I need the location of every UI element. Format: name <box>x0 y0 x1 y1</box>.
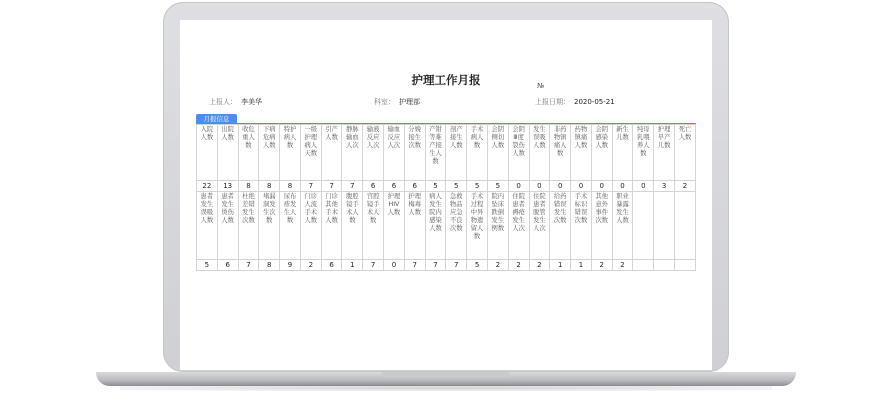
column-header-label: 收危重人数 <box>242 126 255 149</box>
column-header <box>487 125 508 181</box>
column-header-label: 院内坠床跌倒发生例数 <box>491 193 505 232</box>
cell-value: 5 <box>467 181 488 192</box>
column-header <box>446 192 467 260</box>
cell-value: 3 <box>654 181 675 192</box>
cell-value: 6 <box>384 181 405 192</box>
column-header <box>446 125 467 181</box>
laptop-screen <box>180 20 712 370</box>
column-header <box>259 125 280 181</box>
cell-value: 2 <box>591 260 612 271</box>
cell-value: 7 <box>363 260 384 271</box>
department-value: 护理部 <box>399 98 420 106</box>
column-header <box>529 125 550 181</box>
column-header-label: 会阴侧切人数 <box>491 126 505 149</box>
column-header <box>550 125 571 181</box>
column-header <box>674 125 695 181</box>
reporter-label: 上报人： <box>209 98 237 106</box>
department-label: 科室： <box>374 98 395 106</box>
column-header <box>217 125 238 181</box>
tab-monthly-info[interactable]: 月报信息 <box>196 114 237 124</box>
cell-value: 5 <box>467 260 488 271</box>
column-header <box>404 125 425 181</box>
cell-value: 6 <box>321 260 342 271</box>
column-header-label: 门诊人流手术人数 <box>304 193 318 224</box>
cell-value: 5 <box>487 181 508 192</box>
column-header-label: 杜绝差错发生次数 <box>242 193 255 224</box>
column-header <box>425 192 446 260</box>
report-date-value: 2020-05-21 <box>574 98 615 106</box>
column-header-label: 堵漏洞发生次数 <box>262 193 276 224</box>
column-header <box>612 192 633 260</box>
cell-value <box>633 260 654 271</box>
cell-value: 13 <box>217 181 238 192</box>
column-header <box>633 125 654 181</box>
cell-value: 2 <box>612 260 633 271</box>
column-header-label: 静脉输血人次 <box>346 126 359 149</box>
column-header <box>654 192 675 260</box>
cell-value: 8 <box>259 181 280 192</box>
cell-value: 0 <box>633 181 654 192</box>
report-date-field <box>535 97 615 107</box>
cell-value: 0 <box>550 181 571 192</box>
column-header-label: 纯母乳喂养人数 <box>637 126 650 157</box>
cell-value: 7 <box>321 181 342 192</box>
cell-value: 22 <box>197 181 218 192</box>
reporter-value: 李美华 <box>241 98 262 106</box>
column-header <box>300 192 321 260</box>
column-header <box>197 192 218 260</box>
column-header-label: 引产人数 <box>325 126 338 141</box>
column-header-label: 护理早产儿数 <box>657 126 671 149</box>
column-header <box>571 125 592 181</box>
cell-value: 5 <box>425 181 446 192</box>
laptop-shadow <box>120 385 772 391</box>
column-header <box>467 125 488 181</box>
cell-value: 0 <box>612 181 633 192</box>
column-header-label: 出院人数 <box>221 126 234 141</box>
column-header <box>487 192 508 260</box>
page-title: 护理工作月报 <box>411 73 481 87</box>
column-header-label: 入院人数 <box>200 126 214 141</box>
column-header-label: 急救物品应急不良次数 <box>449 193 463 232</box>
column-header <box>342 192 363 260</box>
column-header-label: 输血反应人次 <box>387 126 401 149</box>
column-header-label: 剖产接生人数 <box>449 126 463 149</box>
column-header <box>300 125 321 181</box>
column-header-label: 护理HIV人数 <box>387 193 401 216</box>
cell-value: 8 <box>280 181 301 192</box>
column-header <box>529 192 550 260</box>
value-row-2 <box>197 260 696 271</box>
column-header <box>612 125 633 181</box>
column-header <box>238 192 259 260</box>
column-header-label: 患者发生烫伤人数 <box>221 193 234 224</box>
column-header <box>363 192 384 260</box>
column-header <box>404 192 425 260</box>
column-header-label: 死亡人数 <box>678 126 692 141</box>
column-header-label: 输液反应人次 <box>366 126 380 149</box>
cell-value: 6 <box>363 181 384 192</box>
cell-value: 2 <box>674 181 695 192</box>
column-header-label: 住院患者脱管发生人次 <box>533 193 546 232</box>
cell-value: 7 <box>425 260 446 271</box>
cell-value: 7 <box>342 181 363 192</box>
column-header-label: 手术病人数 <box>470 126 484 149</box>
column-header-label: 非药物镇痛人数 <box>553 126 567 157</box>
column-header-label: 下病危病人数 <box>262 126 276 149</box>
column-header-label: 其他意外事件次数 <box>595 193 609 224</box>
cell-value: 0 <box>384 260 405 271</box>
cell-value: 8 <box>259 260 280 271</box>
cell-value: 7 <box>446 260 467 271</box>
cell-value: 2 <box>529 260 550 271</box>
column-header-label: 新生儿数 <box>616 126 629 141</box>
value-row-1 <box>197 181 696 192</box>
cell-value: 9 <box>280 260 301 271</box>
column-header <box>674 192 695 260</box>
column-header-label: 腹腔镜手术人数 <box>346 193 359 224</box>
column-header <box>384 125 405 181</box>
report-number-label: № <box>537 82 545 90</box>
column-header <box>342 125 363 181</box>
cell-value: 2 <box>487 260 508 271</box>
column-header <box>425 125 446 181</box>
column-header-label: 住院患者褥疮发生人次 <box>512 193 525 232</box>
column-header-label: 产钳等难产接生人数 <box>429 126 442 165</box>
column-header <box>363 125 384 181</box>
column-header <box>217 192 238 260</box>
column-header <box>591 125 612 181</box>
reporter-field <box>209 97 262 107</box>
laptop-notch <box>382 372 510 378</box>
cell-value: 7 <box>238 260 259 271</box>
cell-value: 0 <box>591 181 612 192</box>
column-header-label: 会阴Ⅲ度裂伤人数 <box>512 126 525 157</box>
column-header <box>238 125 259 181</box>
column-header <box>633 192 654 260</box>
column-header-label: 病人发生院内感染人数 <box>429 193 442 232</box>
report-date-label: 上报日期： <box>535 98 570 106</box>
column-header-label: 一级护理病人天数 <box>304 126 318 157</box>
column-header <box>591 192 612 260</box>
cell-value <box>654 260 675 271</box>
cell-value: 5 <box>446 181 467 192</box>
column-header-label: 患者发生误吸人数 <box>200 193 214 224</box>
column-header <box>508 125 529 181</box>
cell-value: 0 <box>508 181 529 192</box>
column-header-label: 职业暴露发生人数 <box>616 193 629 224</box>
department-field <box>374 97 420 107</box>
column-header <box>467 192 488 260</box>
column-header <box>197 125 218 181</box>
column-header <box>280 192 301 260</box>
header-row-1 <box>197 125 696 181</box>
cell-value: 6 <box>404 181 425 192</box>
column-header-label: 会阴感染人数 <box>595 126 609 149</box>
cell-value: 0 <box>571 181 592 192</box>
cell-value: 0 <box>529 181 550 192</box>
cell-value: 7 <box>404 260 425 271</box>
cell-value: 7 <box>300 181 321 192</box>
header-row-2 <box>197 192 696 260</box>
cell-value: 8 <box>238 181 259 192</box>
cell-value: 2 <box>300 260 321 271</box>
cell-value: 1 <box>550 260 571 271</box>
column-header <box>571 192 592 260</box>
column-header-label: 尿布疹发生人数 <box>283 193 297 224</box>
cell-value: 6 <box>217 260 238 271</box>
column-header <box>321 125 342 181</box>
column-header-label: 宫腔镜手术人数 <box>366 193 380 224</box>
column-header-label: 给药错误发生次数 <box>553 193 567 224</box>
column-header <box>384 192 405 260</box>
column-header-label: 门诊其他手术人数 <box>325 193 338 224</box>
column-header <box>321 192 342 260</box>
column-header <box>550 192 571 260</box>
column-header-label: 手术过程中异物遗留人数 <box>470 193 484 240</box>
column-header <box>508 192 529 260</box>
column-header-label: 分娩接生次数 <box>408 126 421 149</box>
column-header <box>654 125 675 181</box>
column-header <box>280 125 301 181</box>
cell-value: 5 <box>197 260 218 271</box>
column-header <box>259 192 280 260</box>
cell-value <box>674 260 695 271</box>
cell-value: 1 <box>342 260 363 271</box>
column-header-label: 药物镇痛人数 <box>574 126 588 149</box>
column-header-label: 护理梅毒人数 <box>408 193 421 216</box>
report-table <box>196 124 696 271</box>
cell-value: 2 <box>508 260 529 271</box>
column-header-label: 发生误吸人数 <box>533 126 546 149</box>
column-header-label: 手术标识错误次数 <box>574 193 588 224</box>
column-header-label: 特护病人数 <box>283 126 297 149</box>
cell-value: 1 <box>571 260 592 271</box>
